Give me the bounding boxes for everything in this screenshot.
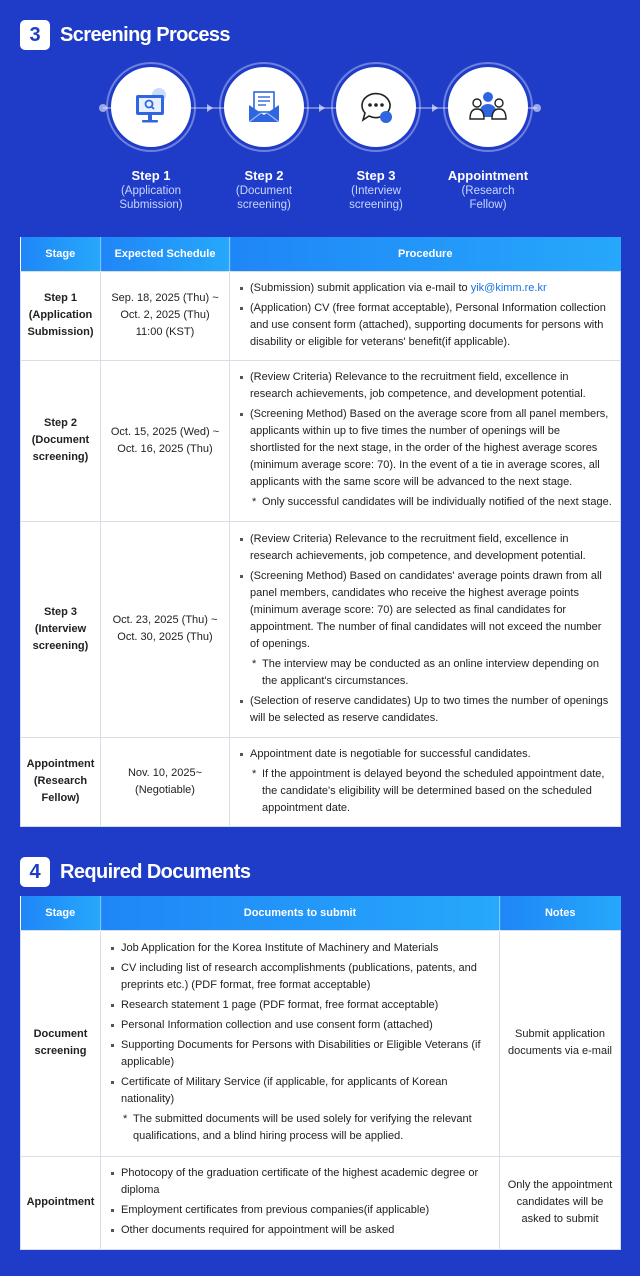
step-1-sub: (Application Submission): [119, 185, 183, 211]
list-item: Personal Information collection and use consent form (attached): [111, 1017, 491, 1034]
section-4-title: Required Documents: [60, 860, 251, 883]
list-item: Research statement 1 page (PDF format, free format acceptable): [111, 997, 491, 1014]
schedule-cell: Oct. 23, 2025 (Thu) ~ Oct. 30, 2025 (Thu): [101, 521, 230, 737]
note: * The submitted documents will be used solely for verifying the relevant qualifications, and a blind hiring process will be applied.: [123, 1113, 472, 1142]
documents-cell: [101, 1156, 500, 1249]
schedule-cell: Nov. 10, 2025~ (Negotiable): [101, 737, 230, 826]
list-item: Job Application for the Korea Institute of Machinery and Materials: [111, 940, 491, 957]
list-item: (Screening Method) Based on the average score from all panel members, applicants within up to five times the number of openings will be shortlisted for the next stage, in the order of the highest average scores (minimum average score: 70). In the event of a tie in average scores, all applicants with the same score will be advanced to the next stage.: [240, 406, 612, 491]
stage-cell: Document screening: [21, 930, 101, 1156]
documents-cell: [101, 930, 500, 1156]
step-3-sub: (Interview screening): [349, 185, 403, 211]
table-row: [21, 737, 621, 826]
list-item: CV including list of research accomplishments (publications, patents, and preprints etc.) (PDF format, free format acceptable): [111, 960, 491, 994]
list-item: (Submission) submit application via e-mail to yik@kimm.re.kr: [240, 280, 612, 297]
table-row: [21, 271, 621, 360]
list-item: Employment certificates from previous companies(if applicable): [111, 1202, 491, 1219]
stage-cell: Step 3 (Interview screening): [21, 521, 101, 737]
table-row: [21, 360, 621, 521]
list-item: (Application) CV (free format acceptable), Personal Information collection and use consent form (attached), supporting documents for persons with disability or eligible for veterans' benefit(if applicable).: [240, 300, 612, 351]
header-schedule: Expected Schedule: [101, 237, 230, 271]
table-row: [21, 930, 621, 1156]
table-header-row: [21, 896, 621, 930]
step-3: [321, 62, 431, 212]
notes-cell: Submit application documents via e-mail: [500, 930, 621, 1156]
section-3-title: Screening Process: [60, 23, 230, 46]
note: * If the appointment is delayed beyond the scheduled appointment date, the candidate's eligibility will be determined based on the scheduled appointment date.: [252, 767, 605, 814]
table-row: [21, 1156, 621, 1249]
notes-cell: Only the appointment candidates will be asked to submit: [500, 1156, 621, 1249]
procedure-cell: [230, 271, 621, 360]
step-2-title: Step 2: [244, 168, 284, 183]
section-3-heading: [20, 20, 230, 50]
monitor-search-icon: [131, 87, 171, 127]
list-item: Other documents required for appointment will be asked: [111, 1222, 491, 1239]
list-item: (Review Criteria) Relevance to the recruitment field, excellence in research achievements, job competence, and development potential.: [240, 369, 612, 403]
header-stage: Stage: [21, 896, 101, 930]
list-item: (Screening Method) Based on candidates' average points drawn from all panel members, candidates who receive the highest average points (minimum average score: 70) are selected as final candidates for appointment. The number of final candidates will not exceed the number of openings.: [240, 568, 612, 653]
step-2-sub: (Document screening): [235, 185, 293, 211]
people-group-icon: [468, 87, 508, 127]
email-link[interactable]: yik@kimm.re.kr: [470, 281, 547, 294]
stage-cell: Step 1 (Application Submission): [21, 271, 101, 360]
table-row: [21, 521, 621, 737]
chat-bubble-icon: [356, 87, 396, 127]
procedure-cell: [230, 737, 621, 826]
section-3-number: 3: [20, 20, 50, 50]
procedure-cell: [230, 521, 621, 737]
header-stage: Stage: [21, 237, 101, 271]
procedure-cell: [230, 360, 621, 521]
step-2: [209, 62, 319, 212]
list-item: Certificate of Military Service (if applicable, for applicants of Korean nationality): [111, 1074, 491, 1108]
step-3-title: Step 3: [356, 168, 396, 183]
step-1: [96, 62, 206, 212]
documents-table: [20, 896, 621, 1250]
step-appointment-title: Appointment: [447, 168, 529, 183]
header-procedure: Procedure: [230, 237, 621, 271]
stage-cell: Appointment: [21, 1156, 101, 1249]
step-1-title: Step 1: [131, 168, 171, 183]
table-header-row: [21, 237, 621, 271]
screening-table: [20, 237, 621, 827]
list-item: (Review Criteria) Relevance to the recruitment field, excellence in research achievements, job competence, and development potential.: [240, 531, 612, 565]
stage-cell: Appointment (Research Fellow): [21, 737, 101, 826]
list-item: Photocopy of the graduation certificate of the highest academic degree or diploma: [111, 1165, 491, 1199]
list-item: Appointment date is negotiable for successful candidates.: [240, 746, 612, 763]
envelope-document-icon: [244, 87, 284, 127]
list-item: Supporting Documents for Persons with Disabilities or Eligible Veterans (if applicable): [111, 1037, 491, 1071]
header-documents: Documents to submit: [101, 896, 500, 930]
section-4-number: 4: [20, 857, 50, 887]
section-4-heading: [20, 857, 250, 887]
schedule-cell: Sep. 18, 2025 (Thu) ~ Oct. 2, 2025 (Thu) 11:00 (KST): [101, 271, 230, 360]
step-appointment-sub: (Research Fellow): [461, 185, 515, 211]
schedule-cell: Oct. 15, 2025 (Wed) ~ Oct. 16, 2025 (Thu): [101, 360, 230, 521]
stage-cell: Step 2 (Document screening): [21, 360, 101, 521]
note: * Only successful candidates will be individually notified of the next stage.: [252, 496, 612, 508]
header-notes: Notes: [500, 896, 621, 930]
step-appointment: [433, 62, 543, 212]
list-item: (Selection of reserve candidates) Up to two times the number of openings will be selected as reserve candidates.: [240, 693, 612, 727]
note: * The interview may be conducted as an online interview depending on the applicant's circumstances.: [252, 657, 599, 687]
